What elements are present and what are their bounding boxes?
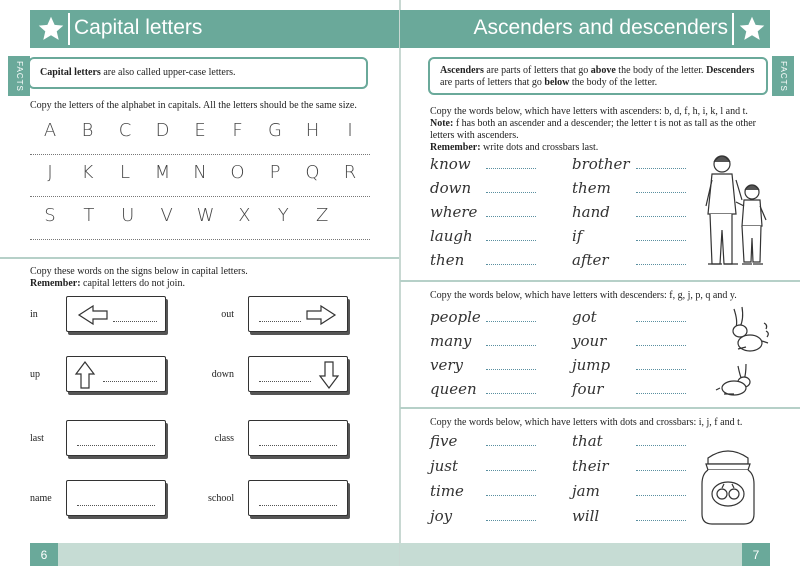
page-number: 7 [742, 543, 770, 566]
practice-word-jam: jam [572, 482, 600, 500]
sign-last[interactable] [66, 420, 166, 456]
up-arrow-icon [73, 360, 97, 390]
writing-line[interactable] [486, 369, 536, 370]
alphabet-letter: F [232, 120, 243, 141]
alphabet-letter: W [196, 205, 215, 226]
alphabet-letter: H [305, 120, 320, 141]
practice-word-will: will [572, 507, 600, 525]
alphabet-letter: U [121, 205, 135, 226]
writing-line[interactable] [486, 393, 536, 394]
father-and-son-illustration [700, 150, 775, 272]
right-banner [400, 10, 770, 48]
sign-word-down: down [211, 369, 234, 380]
writing-line[interactable] [30, 196, 370, 197]
practice-word-that: that [572, 432, 603, 450]
signs-instruction: Copy these words on the signs below in capital letters. Remember: capital letters do not join. [30, 266, 248, 289]
practice-word-where: where [430, 203, 478, 221]
practice-word-got: got [572, 308, 597, 326]
practice-word-down: down [430, 179, 472, 197]
practice-word-four: four [572, 380, 604, 398]
star-icon [34, 12, 68, 46]
practice-word-very: very [430, 356, 463, 374]
left-banner [30, 10, 400, 48]
dots-instruction: Copy the words below, which have letters with dots and crossbars: i, j, f and t. [430, 417, 743, 428]
writing-line[interactable] [486, 168, 536, 169]
alphabet-letter: I [347, 120, 353, 141]
alphabet-row [30, 205, 342, 226]
practice-word-jump: jump [572, 356, 611, 374]
practice-word-them: them [572, 179, 611, 197]
right-arrow-icon [305, 303, 341, 327]
practice-word-their: their [572, 457, 609, 475]
writing-line[interactable] [486, 192, 536, 193]
sign-word-last: last [30, 433, 44, 444]
writing-line[interactable] [636, 369, 686, 370]
writing-line[interactable] [636, 240, 686, 241]
sign-class[interactable] [248, 420, 348, 456]
alphabet-letter: V [160, 205, 173, 226]
page-title: Ascenders and descenders [473, 16, 728, 39]
sign-out[interactable] [248, 296, 348, 332]
alphabet-letter: O [230, 162, 245, 183]
alphabet-letter: A [43, 120, 57, 141]
writing-line[interactable] [636, 216, 686, 217]
writing-line[interactable] [636, 321, 686, 322]
writing-line[interactable] [30, 154, 370, 155]
practice-word-people: people [430, 308, 481, 326]
writing-line[interactable] [486, 264, 536, 265]
star-icon [735, 12, 769, 46]
descender-instruction: Copy the words below, which have letters with descenders: f, g, j, p, q and y. [430, 290, 737, 301]
practice-word-then: then [430, 251, 465, 269]
alphabet-letter: T [83, 205, 95, 226]
sign-school[interactable] [248, 480, 348, 516]
sign-word-name: name [30, 493, 52, 504]
practice-word-queen: queen [430, 380, 477, 398]
sign-name[interactable] [66, 480, 166, 516]
left-arrow-icon [73, 303, 109, 327]
writing-line[interactable] [636, 192, 686, 193]
sign-in[interactable] [66, 296, 166, 332]
writing-line[interactable] [636, 470, 686, 471]
alphabet-letter: G [268, 120, 282, 141]
sign-word-school: school [208, 493, 235, 504]
writing-line[interactable] [636, 168, 686, 169]
practice-word-if: if [572, 227, 583, 245]
practice-word-laugh: laugh [430, 227, 473, 245]
alphabet-instruction: Copy the letters of the alphabet in capitals. All the letters should be the same size. [30, 100, 357, 111]
practice-word-after: after [572, 251, 609, 269]
practice-word-many: many [430, 332, 472, 350]
writing-line[interactable] [486, 345, 536, 346]
rabbit-illustration [722, 305, 772, 355]
alphabet-letter: Q [305, 162, 320, 183]
practice-word-just: just [430, 457, 459, 475]
writing-line[interactable] [486, 495, 536, 496]
right-page [400, 0, 800, 566]
writing-line[interactable] [486, 216, 536, 217]
practice-word-hand: hand [572, 203, 610, 221]
alphabet-letter: Y [277, 205, 289, 226]
writing-line[interactable] [636, 393, 686, 394]
sign-word-class: class [214, 433, 234, 444]
alphabet-letter: S [44, 205, 56, 226]
practice-word-joy: joy [430, 507, 453, 525]
writing-line[interactable] [486, 445, 536, 446]
facts-box: Capital letters are also called upper-case letters. [28, 57, 368, 89]
writing-line[interactable] [30, 239, 370, 240]
writing-line[interactable] [486, 470, 536, 471]
down-arrow-icon [317, 360, 341, 390]
writing-line[interactable] [486, 520, 536, 521]
practice-word-time: time [430, 482, 464, 500]
alphabet-row [30, 120, 370, 141]
writing-line[interactable] [636, 345, 686, 346]
alphabet-letter: R [343, 162, 357, 183]
jam-jar-illustration [698, 448, 758, 528]
alphabet-letter: P [269, 162, 281, 183]
alphabet-letter: J [47, 162, 53, 183]
alphabet-letter: C [118, 120, 132, 141]
writing-line[interactable] [636, 495, 686, 496]
rabbit-illustration [714, 362, 764, 398]
page-number: 6 [30, 543, 58, 566]
page-title: Capital letters [74, 16, 203, 39]
alphabet-letter: L [119, 162, 131, 183]
sign-word-up: up [30, 369, 40, 380]
practice-word-know: know [430, 155, 471, 173]
sign-word-out: out [221, 309, 234, 320]
facts-tab: FACTS [8, 56, 30, 96]
writing-line[interactable] [486, 240, 536, 241]
writing-line[interactable] [636, 264, 686, 265]
alphabet-letter: E [194, 120, 206, 141]
practice-word-five: five [430, 432, 458, 450]
alphabet-letter: B [81, 120, 94, 141]
sign-down[interactable] [248, 356, 348, 392]
writing-line[interactable] [636, 520, 686, 521]
alphabet-letter: X [238, 205, 251, 226]
alphabet-row [30, 162, 370, 183]
sign-up[interactable] [66, 356, 166, 392]
alphabet-letter: D [155, 120, 170, 141]
alphabet-letter: N [193, 162, 207, 183]
practice-word-brother: brother [572, 155, 630, 173]
facts-tab: FACTS [772, 56, 794, 96]
ascender-instruction: Copy the words below, which have letters with ascenders: b, d, f, h, i, k, l and t. Note: f has both an ascender and a descender; the letter t is not as tall as the other letters with ascenders. Remember: write dots and crossbars last. [430, 106, 756, 153]
facts-box: Ascenders are parts of letters that go above the body of the letter. Descenders are parts of letters that go below the body of the letter. [428, 57, 768, 95]
writing-line[interactable] [636, 445, 686, 446]
practice-word-your: your [572, 332, 607, 350]
alphabet-letter: K [81, 162, 94, 183]
alphabet-letter: Z [315, 205, 329, 226]
alphabet-letter: M [154, 162, 171, 183]
sign-word-in: in [30, 309, 38, 320]
writing-line[interactable] [486, 321, 536, 322]
